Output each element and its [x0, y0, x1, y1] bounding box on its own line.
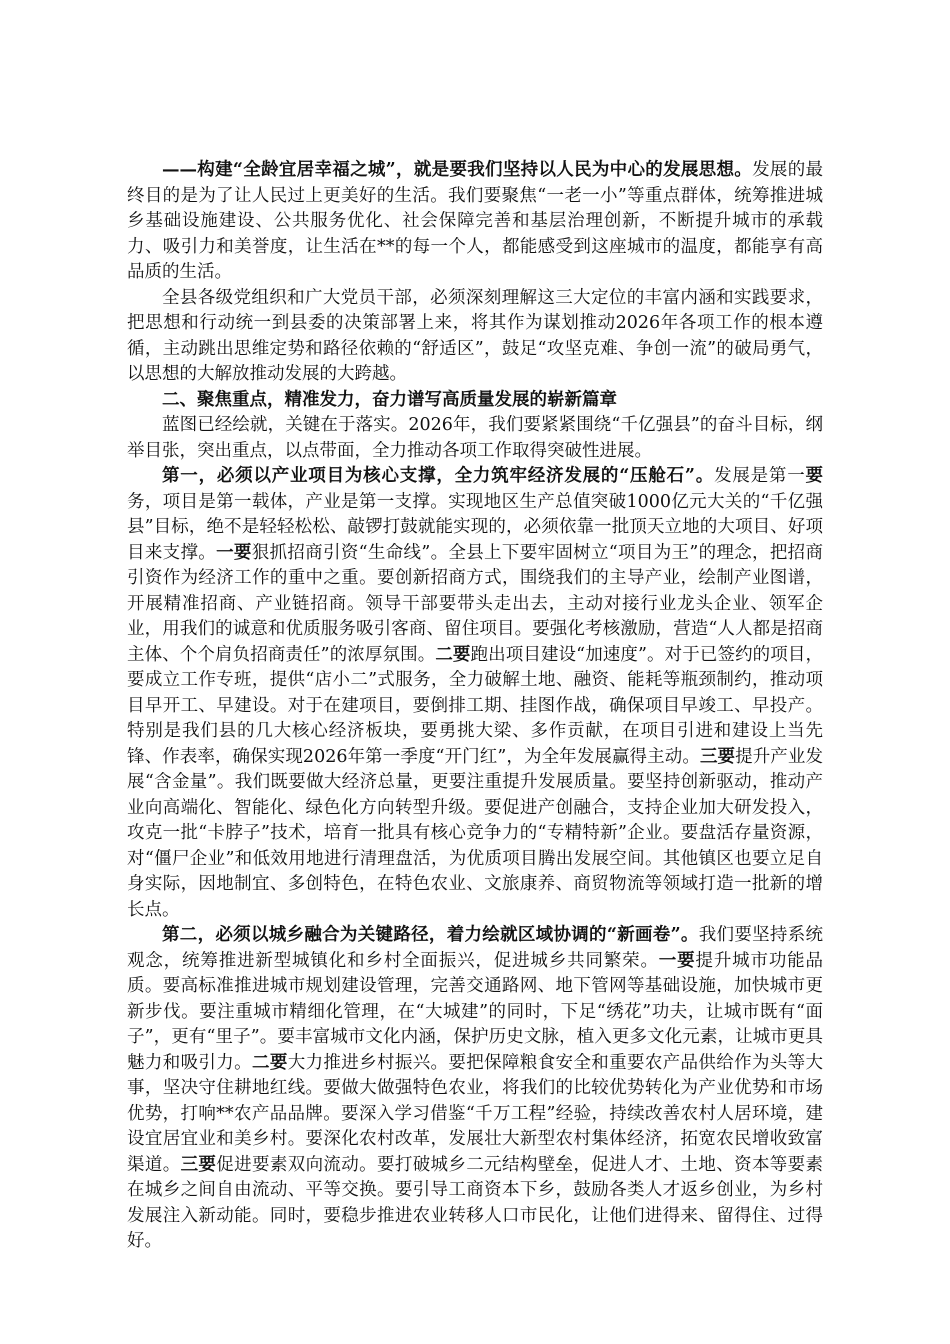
keyword: 二要: [435, 644, 471, 665]
paragraph-second-urban-rural: [127, 923, 823, 1255]
keyword: 一要: [658, 950, 696, 971]
text-run: 跑出项目建设“加速度”。对于已签约的项目，要成立工作专班，提供“店小二”式服务，全力破解土地、融资、能耗等瓶颈制约，推动项目早开工、早建设。对于在建项目，要倒排工期、挂图作战，确保项目早竣工、早投产。特别是我们县的几大核心经济板块，要勇挑大梁、多作贡献，在项目引进和建设上当先锋、作表率，确保实现2026年第一季度“开门红”，为全年发展赢得主动。: [127, 644, 823, 767]
paragraph-lead: 第一，必须以产业项目为核心支撑，全力筑牢经济发展的“压舱石”。: [162, 466, 715, 486]
text-run: 提升产业发展“含金量”。我们既要做大经济总量，更要注重提升发展质量。要坚持创新驱动，推动产业向高端化、智能化、绿色化方向转型升级。要促进产创融合，支持企业加大研发投入，攻克一批“卡脖子”技术，培育一批具有核心竞争力的“专精特新”企业。要盘活存量资源，对“僵尸企业”和低效用地进行清理盘活，为优质项目腾出发展空间。其他镇区也要立足自身实际，因地制宜、多创特色，在特色农业、文旅康养、商贸物流等领域打造一批新的增长点。: [127, 746, 823, 920]
paragraph-body: 发展的最终目的是为了让人民过上更美好的生活。我们要聚焦“一老一小”等重点群体，统筹推进城乡基础设施建设、公共服务优化、社会保障完善和基层治理创新，不断提升城市的承载力、吸引力和美誉度，让生活在**的每一个人，都能感受到这座城市的温度，都能享有高品质的生活。: [127, 160, 823, 282]
section-heading-2: 二、聚焦重点，精准发力，奋力谱写高质量发展的崭新篇章: [162, 389, 617, 410]
keyword: 三要: [180, 1154, 217, 1175]
text-run: 务，项目是第一载体，产业是第一支撑。实现地区生产总值突破1000亿元大关的“千亿强县”目标，绝不是轻轻松松、敲锣打鼓就能实现的，必须依靠一批顶天立地的大项目、好项目来支撑。: [127, 491, 823, 563]
text-run: 我们要坚持系统观念，统筹推进新型城镇化和乡村全面振兴，促进城乡共同繁荣。: [127, 925, 823, 971]
keyword: 一要: [216, 542, 252, 563]
text-run: 狠抓招商引资“生命线”。全县上下要牢固树立“项目为王”的理念，把招商引资作为经济工作的重中之重。要创新招商方式，围绕我们的主导产业，绘制产业图谱，开展精准招商、产业链招商。领导干部要带头走出去，主动对接行业龙头企业、领军企业，用我们的诚意和优质服务吸引客商、留住项目。要强化考核激励，营造“人人都是招商主体、个个肩负招商责任”的浓厚氛围。: [127, 542, 823, 665]
text-run: 大力推进乡村振兴。要把保障粮食安全和重要农产品供给作为头等大事，坚决守住耕地红线。要做大做强特色农业，将我们的比较优势转化为产业优势和市场优势，打响**农产品品牌。要深入学习借鉴“千万工程”经验，持续改善农村人居环境，建设宜居宜业和美乡村。要深化农村改革，发展壮大新型农村集体经济，拓宽农民增收致富渠道。: [127, 1052, 824, 1175]
document-page: [127, 158, 823, 1255]
paragraph-party-members: 全县各级党组织和广大党员干部，必须深刻理解这三大定位的丰富内涵和实践要求，把思想和行动统一到县委的决策部署上来，将其作为谋划推动2026年各项工作的根本遵循，主动跳出思维定势和路径依赖的“舒适区”，鼓足“攻坚克难、争创一流”的破局勇气，以思想的大解放推动发展的大跨越。: [127, 287, 823, 384]
keyword: 二要: [252, 1052, 288, 1073]
text-run: 促进要素双向流动。要打破城乡二元结构壁垒，促进人才、土地、资本等要素在城乡之间自由流动、平等交换。要引导工商资本下乡，鼓励各类人才返乡创业，为乡村发展注入新动能。同时，要稳步推进农业转移人口市民化，让他们进得来、留得住、过得好。: [127, 1154, 824, 1251]
keyword: 要: [805, 466, 824, 486]
paragraph-elderly-city: [127, 158, 823, 286]
paragraph-lead: ——构建“全龄宜居幸福之城”，就是要我们坚持以人民为中心的发展思想。: [162, 160, 753, 180]
paragraph-blueprint: 蓝图已经绘就，关键在于落实。2026年，我们要紧紧围绕“千亿强县”的奋斗目标，纲举目张，突出重点，以点带面，全力推动各项工作取得突破性进展。: [127, 415, 823, 461]
keyword: 三要: [699, 746, 736, 767]
paragraph-lead: 第二，必须以城乡融合为关键路径，着力绘就区域协调的“新画卷”。: [162, 925, 699, 945]
text-run: 发展是第一: [714, 466, 806, 486]
paragraph-first-industry: [127, 464, 823, 923]
text-run: 提升城市功能品质。要高标准推进城市规划建设管理，完善交通路网、地下管网等基础设施，加快城市更新步伐。要注重城市精细化管理，在“大城建”的同时，下足“绣花”功夫，让城市既有“面子”，更有“里子”。要丰富城市文化内涵，保护历史文脉，植入更多文化元素，让城市更具魅力和吸引力。: [127, 950, 824, 1073]
